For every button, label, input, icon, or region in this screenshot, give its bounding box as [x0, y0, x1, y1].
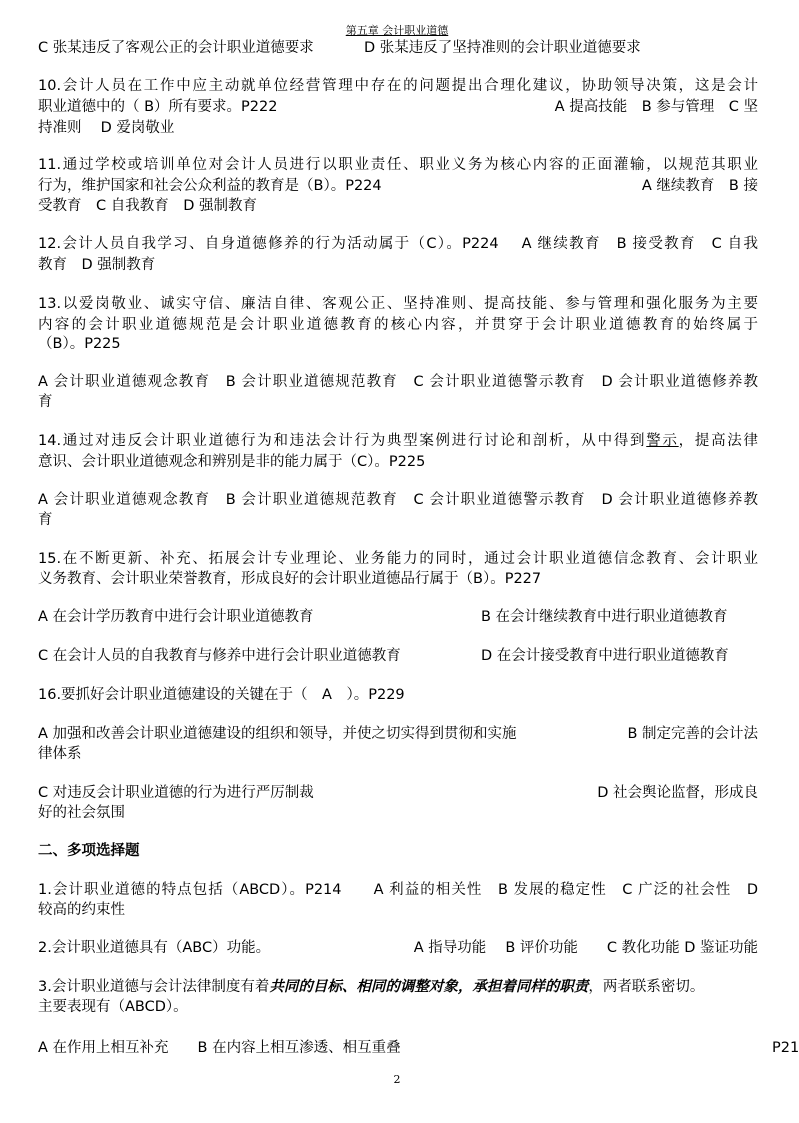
m3-line2: 主要表现有（ABCD）。 [38, 999, 188, 1015]
m1-line2: 较高的约束性 [38, 902, 125, 918]
q15-option-d: D 在会计接受教育中进行职业道德教育 [481, 648, 729, 664]
q13-line1: 13.以爱岗敬业、诚实守信、廉洁自律、客观公正、坚持准则、提高技能、参与管理和强化服务为主要 [38, 296, 758, 312]
q9-option-d: D 张某违反了坚持准则的会计职业道德要求 [364, 40, 641, 56]
q15-line1: 15.在不断更新、补充、拓展会计专业理论、业务能力的同时，通过会计职业道德信念教育、会计职业 [38, 551, 758, 567]
q10-line3: 持准则 D 爱岗敬业 [38, 120, 175, 136]
q13-line2: 内容的会计职业道德规范是会计职业道德教育的核心内容，并贯穿于会计职业道德教育的始终属于 [38, 317, 758, 333]
q13-line3: （B）。P225 [38, 336, 121, 352]
document-page: 第五章 会计职业道德 C 张某违反了客观公正的会计职业道德要求 D 张某违反了坚持准则的会计职业道德要求 10.会计人员在工作中应主动就单位经营管理中存在的问题提出合理化建议，协助领导决策，这是会计 职业道德中的（ B）所有要求。P222 A 提高技能 B 参与管理 C 坚 持准则 D 爱岗敬业 11.通过学校或培训单位对会计人员进行以职业责任、职业义务为核心内容的正面灌输，以规范其职业 行为，维护国家和社会公众利益的教育是（B）。P224 A 继续教育 B 接 受教育 C 自我教育 D 强制教育 12.会计人员自我学习、自身道德修养的行为活动属于（C）。P224 A 继续教育 B 接受教育 C 自我 教育 D 强制教育 13.以爱岗敬业、诚实守信、廉洁自律、客观公正、坚持准则、提高技能、参与管理和强化服务为主要 内容的会计职业道德规范是会计职业道德教育的核心内容，并贯穿于会计职业道德教育的始终属于 （B）。P225 A 会计职业道德观念教育 B 会计职业道德规范教育 C 会计职业道德警示教育 D 会计职业道德修养教 育 14.通过对违反会计职业道德行为和违法会计行为典型案例进行讨论和剖析，从中得到警示，提高法律 意识、会计职业道德观念和辨别是非的能力属于（C）。P225 A 会计职业道德观念教育 B 会计职业道德规范教育 C 会计职业道德警示教育 D 会计职业道德修养教 育 15.在不断更新、补充、拓展会计专业理论、业务能力的同时，通过会计职业道德信念教育、会计职业 义务教育、会计职业荣誉教育，形成良好的会计职业道德品行属于（B）。P227 A 在会计学历教育中进行会计职业道德教育 B 在会计继续教育中进行职业道德教育 C 在会计人员的自我教育与修养中进行会计职业道德教育 D 在会计接受教育中进行职业道德教育 16.要抓好会计职业道德建设的关键在于（ A ）。P229 A 加强和改善会计职业道德建设的组织和领导，并使之切实得到贯彻和实施 B 制定完善的会计法 律体系 C 对违反会计职业道德的行为进行严厉制裁 D 社会舆论监督，形成良 好的社会氛围 二、多项选择题 1.会计职业道德的特点包括（ABCD）。P214 A 利益的相关性 B 发展的稳定性 C 广泛的社会性 D 较高的约束性 2.会计职业道德具有（ABC）功能。 A 指导功能 B 评价功能 C 教化功能 D 鉴证功能 3.会计职业道德与会计法律制度有着共同的目标、相同的调整对象，承担着同样的职责，两者联系密切。 主要表现有（ABCD）。 A 在作用上相互补充 B 在内容上相互渗透、相互重叠 P21 2 [0, 0, 794, 1123]
q13-options-line1: A 会计职业道德观念教育 B 会计职业道德规范教育 C 会计职业道德警示教育 D 会计职业道德修养教 [38, 374, 758, 390]
q16-option-b: B 制定完善的会计法 [627, 726, 758, 742]
q12-line1: 12.会计人员自我学习、自身道德修养的行为活动属于（C）。P224 A 继续教育 B 接受教育 C 自我 [38, 236, 758, 252]
page-header: 第五章 会计职业道德 [345, 24, 449, 37]
m3-options: A 在作用上相互补充 B 在内容上相互渗透、相互重叠 [38, 1040, 401, 1056]
q16-line1: 16.要抓好会计职业道德建设的关键在于（ A ）。P229 [38, 687, 405, 703]
underlined-word: 警示 [646, 433, 679, 449]
q14-options-line2: 育 [38, 512, 53, 528]
q14-line2: 意识、会计职业道德观念和辨别是非的能力属于（C）。P225 [38, 454, 426, 470]
m3-page-ref: P21 [772, 1040, 799, 1056]
page-number: 2 [393, 1073, 401, 1086]
q10-line1: 10.会计人员在工作中应主动就单位经营管理中存在的问题提出合理化建议，协助领导决策，这是会计 [38, 78, 758, 94]
m1-line1: 1.会计职业道德的特点包括（ABCD）。P214 A 利益的相关性 B 发展的稳定性 C 广泛的社会性 D [38, 882, 758, 898]
q15-option-a: A 在会计学历教育中进行会计职业道德教育 [38, 609, 314, 625]
q16-option-b-cont: 律体系 [38, 746, 82, 762]
q15-line2: 义务教育、会计职业荣誉教育，形成良好的会计职业道德品行属于（B）。P227 [38, 571, 542, 587]
q14-line1: 14.通过对违反会计职业道德行为和违法会计行为典型案例进行讨论和剖析，从中得到警示，提高法律 [38, 433, 759, 449]
q9-option-c: C 张某违反了客观公正的会计职业道德要求 [38, 40, 314, 56]
q16-option-d-cont: 好的社会氛围 [38, 805, 125, 821]
q13-options-line2: 育 [38, 394, 53, 410]
q15-option-c: C 在会计人员的自我教育与修养中进行会计职业道德教育 [38, 648, 401, 664]
q15-option-b: B 在会计继续教育中进行职业道德教育 [481, 609, 728, 625]
m3-line1: 3.会计职业道德与会计法律制度有着共同的目标、相同的调整对象，承担着同样的职责，两者联系密切。 [38, 979, 705, 995]
q11-line3: 受教育 C 自我教育 D 强制教育 [38, 198, 258, 214]
q16-option-c: C 对违反会计职业道德的行为进行严厉制裁 [38, 785, 314, 801]
q14-options-line1: A 会计职业道德观念教育 B 会计职业道德规范教育 C 会计职业道德警示教育 D 会计职业道德修养教 [38, 492, 758, 508]
q11-line1: 11.通过学校或培训单位对会计人员进行以职业责任、职业义务为核心内容的正面灌输，以规范其职业 [38, 157, 758, 173]
emphasis-text: 共同的目标、相同的调整对象，承担着同样的职责 [269, 979, 589, 995]
q12-line2: 教育 D 强制教育 [38, 257, 156, 273]
q16-option-d: D 社会舆论监督，形成良 [597, 785, 758, 801]
q16-option-a: A 加强和改善会计职业道德建设的组织和领导，并使之切实得到贯彻和实施 [38, 726, 517, 742]
section-heading: 二、多项选择题 [38, 843, 140, 859]
